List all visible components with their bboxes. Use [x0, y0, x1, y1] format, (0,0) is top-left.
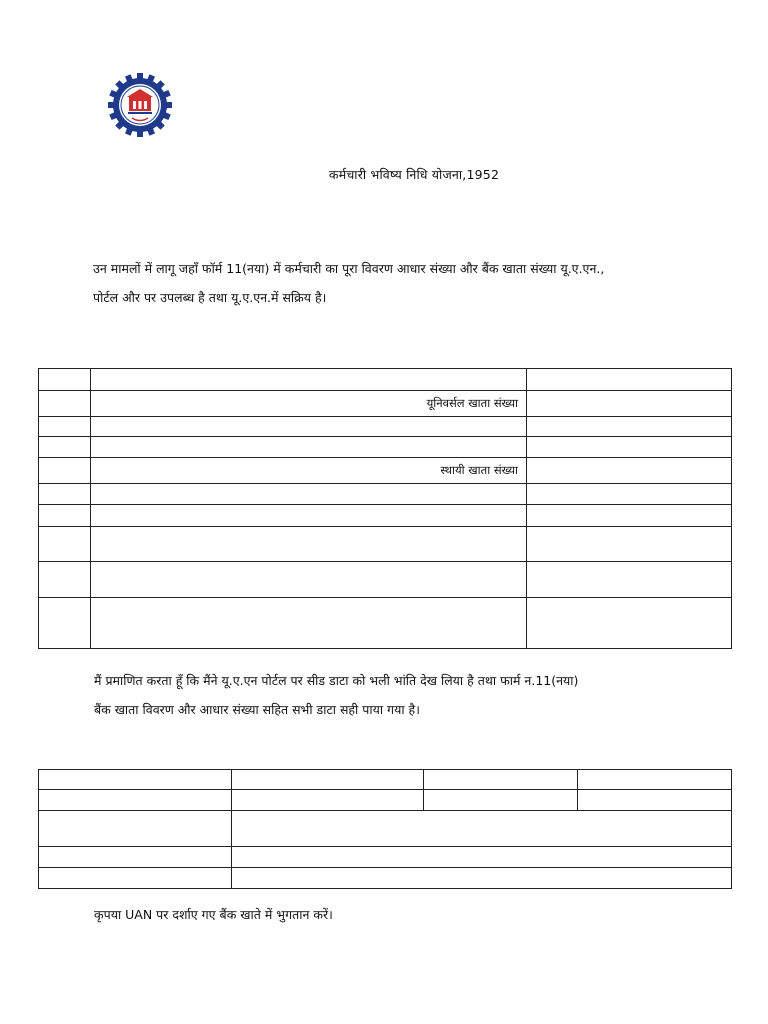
value-cell — [527, 391, 732, 417]
value-cell — [527, 562, 732, 598]
value-cell — [527, 369, 732, 391]
label-cell — [91, 527, 527, 562]
intro-paragraph — [93, 254, 743, 312]
serial-cell — [39, 391, 91, 417]
label-cell — [91, 484, 527, 505]
table-row — [39, 562, 732, 598]
value-cell — [527, 505, 732, 527]
table-cell-wide — [232, 847, 732, 868]
table-row — [39, 790, 732, 811]
uan-label: यूनिवर्सल खाता संख्या — [91, 391, 527, 417]
serial-cell — [39, 562, 91, 598]
table-cell — [39, 770, 232, 790]
table-cell — [578, 790, 732, 811]
table-row — [39, 417, 732, 437]
value-cell — [527, 598, 732, 649]
label-cell — [91, 562, 527, 598]
label-cell — [91, 437, 527, 458]
value-cell — [527, 484, 732, 505]
label-cell — [91, 417, 527, 437]
serial-cell — [39, 417, 91, 437]
employee-details-table — [38, 368, 732, 649]
table-row — [39, 505, 732, 527]
table-row — [39, 598, 732, 649]
scheme-title: कर्मचारी भविष्य निधि योजना,1952 — [328, 167, 500, 182]
certification-line-1: मैं प्रमाणित करता हूँ कि मैंने यू.ए.एन पोर्टल पर सीड डाटा को भली भांति देख लिया है तथा फार्म न.11(नया) — [94, 673, 579, 688]
table-row — [39, 847, 732, 868]
table-cell — [39, 811, 232, 847]
table-row — [39, 484, 732, 505]
table-row — [39, 369, 732, 391]
label-cell — [91, 598, 527, 649]
label-cell — [91, 369, 527, 391]
epfo-logo-icon — [108, 73, 172, 137]
table-cell — [424, 790, 578, 811]
value-cell — [527, 417, 732, 437]
table-cell-wide — [232, 868, 732, 889]
intro-line-1: उन मामलों में लागू जहाँ फॉर्म 11(नया) में कर्मचारी का पूरा विवरण आधार संख्या और बैंक खाता संख्या यू.ए.एन., — [93, 261, 605, 276]
table-row — [39, 458, 732, 484]
table-row — [39, 391, 732, 417]
intro-line-2: पोर्टल और पर उपलब्ध है तथा यू.ए.एन.में सक्रिय है। — [93, 290, 327, 305]
value-cell — [527, 437, 732, 458]
table-cell-wide — [232, 811, 732, 847]
pan-label: स्थायी खाता संख्या — [91, 458, 527, 484]
value-cell — [527, 527, 732, 562]
value-cell — [527, 458, 732, 484]
signature-table — [38, 769, 732, 889]
serial-cell — [39, 484, 91, 505]
serial-cell — [39, 458, 91, 484]
table-cell — [232, 790, 424, 811]
serial-cell — [39, 598, 91, 649]
certification-paragraph — [94, 666, 744, 724]
table-row — [39, 527, 732, 562]
serial-cell — [39, 527, 91, 562]
table-cell — [232, 770, 424, 790]
table-cell — [39, 868, 232, 889]
table-cell — [39, 847, 232, 868]
table-row — [39, 437, 732, 458]
certification-line-2: बैंक खाता विवरण और आधार संख्या सहित सभी डाटा सही पाया गया है। — [94, 702, 420, 717]
table-row — [39, 868, 732, 889]
table-row — [39, 811, 732, 847]
label-cell — [91, 505, 527, 527]
payment-note: कृपया UAN पर दर्शाए गए बैंक खाते में भुगतान करें। — [94, 907, 333, 922]
table-cell — [578, 770, 732, 790]
serial-cell — [39, 369, 91, 391]
serial-cell — [39, 437, 91, 458]
table-cell — [424, 770, 578, 790]
table-row — [39, 770, 732, 790]
table-cell — [39, 790, 232, 811]
serial-cell — [39, 505, 91, 527]
